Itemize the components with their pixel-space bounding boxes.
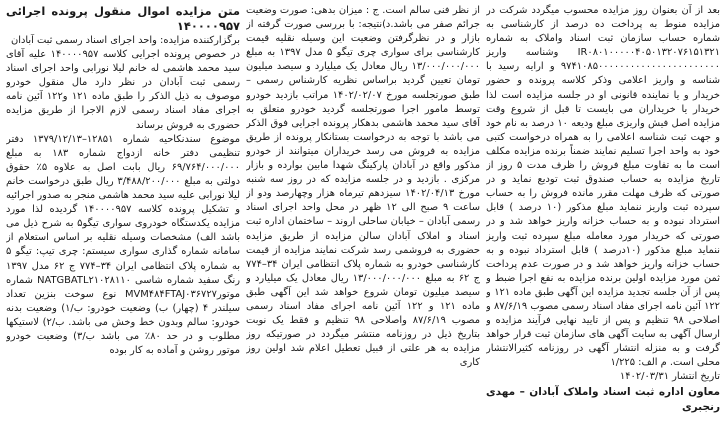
- publish-date: تاریخ انتشار ۱۴۰۲/۰۳/۳۱: [619, 371, 720, 383]
- column-right: [6, 4, 240, 437]
- organizer-paragraph: برگزارکننده مزایده: واحد اجرای اسناد رسمی ثبت آبادان: [10, 35, 240, 46]
- notice-title: متن مزایده اموال منقول پرونده اجرائی ۱۴۰۰۰۰۹۵۷: [6, 4, 240, 33]
- vehicle-paragraph: موضوع سندنکاحیه شماره ۱۲۸۵۱–۱۳۷۹/۱۲/۱۳ دفتر تنظیمی دفتر خانه ازدواج شماره ۱۸۳ به مبلغ ۶۹/۷۶۴/۰۰۰/۰۰۰ ریال بابت اصل به علاوه ۵٪ حقوق دولتی به مبلغ ۳/۴۸۸/۲۰۰/۰۰۰ ریال طبق درخواست خانم لیلا نورابی علیه سید محمد هاشمی منجر به صدور اجرائیه و تشکیل پرونده کلاسه ۱۴۰۰۰۰۹۵۷ گردیده لذا مورد مزایده یکدستگاه خودروی سواری تیگو۵ به شرح ذیل می باشد الف) مشخصات وسیله نقلیه بر اساس استعلام از سامانه شماره گذاری سواری سیستم: چری تیپ: تیگو ۵ به شماره پلاک انتظامی ایران ۳۴–۷۷۴ ج ۶۲ مدل ۱۳۹۷ رنگ سفید شماره شاسی NATGBATL۲۱۰۲۸۱۱۰ شماره موتورMVM۴۸۴FTAJ۰۳۶۷۲۷ نوع سوخت بنزین تعداد سیلندر ۴ (چهار) ب) وضعیت خودرو: ب/۱) وضعیت بدنه خودرو: سالم وبدون خط وخش می باشد. ب/۲) لاستیکها مطلوب و در حد ۸۰٪ می باشد ب/۳) وضعیت خودرو موتور روشن و آماده به کار بوده: [6, 133, 240, 357]
- payment-terms-paragraph: بعد از آن بعنوان روز مزایده محسوب میگردد شرکت در مزایده منوط به پرداخت ده درصد از کارشناسی به شماره حساب سازمان ثبت اسناد واملاک به شماره IR۰۸۰۱۰۰۰۰۰۴۰۵۰۱۳۲۰۷۶۱۵۱۳۲۱ وشناسه واریز ۹۷۴۱۰۸۵۰۰۰۰۰۰۰۰۰۰۰۰۰۰۰۰۰۰۰۰۰۰۰ و ارایه رسید با شناسه و واریز اعلامی وذکر کلاسه پرونده و حضور خریدار و یا نماینده قانونی او در جلسه مزایده است لذا خریدار یا خریداران می بایست تا قبل از شروع وقت مزایده اصل فیش واریزی مبلغ ودیعه ۱۰ درصد به نام خود و جهت ثبت شناسه اعلامی را به همراه درخواست کتبی خود به واحد اجرا تسلیم نمایند ضمناً برنده مزایده مکلف است ما به تفاوت مبلغ فروش را ظرف مدت ۵ روز از تاریخ مزایده به حساب صندوق ثبت تودیع نماید و در صورتی که ظرف مهلت مقرر مانده فروش را به حساب سپرده ثبت واریز ننماید مبلغ مذکور (۱۰ درصد ) قابل استرداد نبوده و به حساب خزانه واریز خواهد شد و در صورتی که خریدار مورد معامله مبلغ سپرده ثبت واریز ننماید مبلغ مذکور (۱۰درصد ) قابل استرداد نبوده و به حساب خزانه واریز خواهد شد و در صورت عدم پرداخت ثمن مورد مزایده اولین برنده مزایده به نفع اجرا ضبط و پس از آن جلسه تجدید مزایده این آگهی طبق ماده ۱۲۱ و ۱۲۲ آئین نامه اجرای مفاد اسناد رسمی مصوب ۸۷/۶/۱۹ و اصلاحی ۹۸ تنظیم و پس از تایید نهایی فرآیند مزایده و ارسال آگهی به سایت آگهی های سازمان ثبت قرار خواهد گرفت و به منزله انتشار آگهی در روزنامه کثیرالانتشار محلی است. م الف: ۱/۲۲۵: [486, 5, 720, 369]
- column-left: [486, 4, 720, 437]
- case-paragraph: در خصوص پرونده اجرایی کلاسه ۱۴۰۰۰۰۹۵۷ علیه آقای سید محمد هاشمی له خانم لیلا نورابی واحد اجرای اسناد رسمی ثبت آبادان در نظر دارد مال منقول خودرو موصوف به ذیل الذکر را طبق ماده ۱۲۱ و۱۲۲ آئین نامه اجرای مفاد اسناد رسمی لازم الاجرا از طریق مزایده حضوری به فروش برساند: [6, 49, 240, 131]
- signature: معاون اداره ثبت اسناد واملاک آبادان – مهدی رنجبری: [486, 385, 720, 413]
- column-middle: [246, 4, 480, 437]
- auction-details-paragraph: از نظر فنی سالم است. ج : میزان بدهی: صورت وضعیت جرائم صفر می باشد.د)نتیجه: با بررسی صورت گرفته از بازار و در نظرگرفتن وضعیت این وسیله نقلیه قیمت کارشناسی برای سواری چری تیگو ۵ مدل ۱۳۹۷ به مبلغ ۱۳/۰۰۰/۰۰۰/۰۰۰ ریال معادل یک میلیارد و سیصد میلیون تومان تعیین گردید براساس نظریه کارشناس رسمی – طبق صورتجلسه مورخ ۱۴۰۲/۰۲/۰۷ مراتب بازدید خودرو توسط مامور اجرا صورتجلسه گردید خودرو متعلق به آقای سید محمد هاشمی بدهکار پرونده اجرایی فوق الذکر می باشد با توجه به درخواست بستانکار پرونده از طریق مزایده به فروش می رسد خریداران میتوانند از خودرو مذکور واقع در آبادان پارکینگ شهدا مابین بوارده و بازار مرکزی . بازدید و در جلسه مزایده که در روز سه شنبه مورخ ۱۴۰۲/۰۴/۱۳ سیزدهم تیرماه هزار وچهارصد ودو از ساعت ۹ صبح الی ۱۲ ظهر در محل واحد اجرای اسناد رسمی آبادان – خیابان ساحلی اروند – ساختمان اداره ثبت اسناد و املاک آبادان سالن مزایده از طریق مزایده حضوری به فروشمی رسد شرکت نمایند مزایده از قیمت کارشناسی خودرو به شماره پلاک انتظامی ایران ۳۴–۷۷۴ ج ۶۲ به مبلغ ۱۳/۰۰۰/۰۰۰/۰۰۰ ریال معادل یک میلیارد و سیصد میلیون تومان شروع خواهد شد این آگهی طبق ماده ۱۲۱ و ۱۲۲ آئین نامه اجرای مفاد اسناد رسمی مصوب ۸۷/۶/۱۹ واصلاحی ۹۸ تنظیم و فقط یک نوبت بتاریخ ذیل در روزنامه منتشر میگردد در صورتیکه روز مزایده به هر علتی از قبیل تعطیل اعلام شد اولین روز کاری: [246, 5, 480, 369]
